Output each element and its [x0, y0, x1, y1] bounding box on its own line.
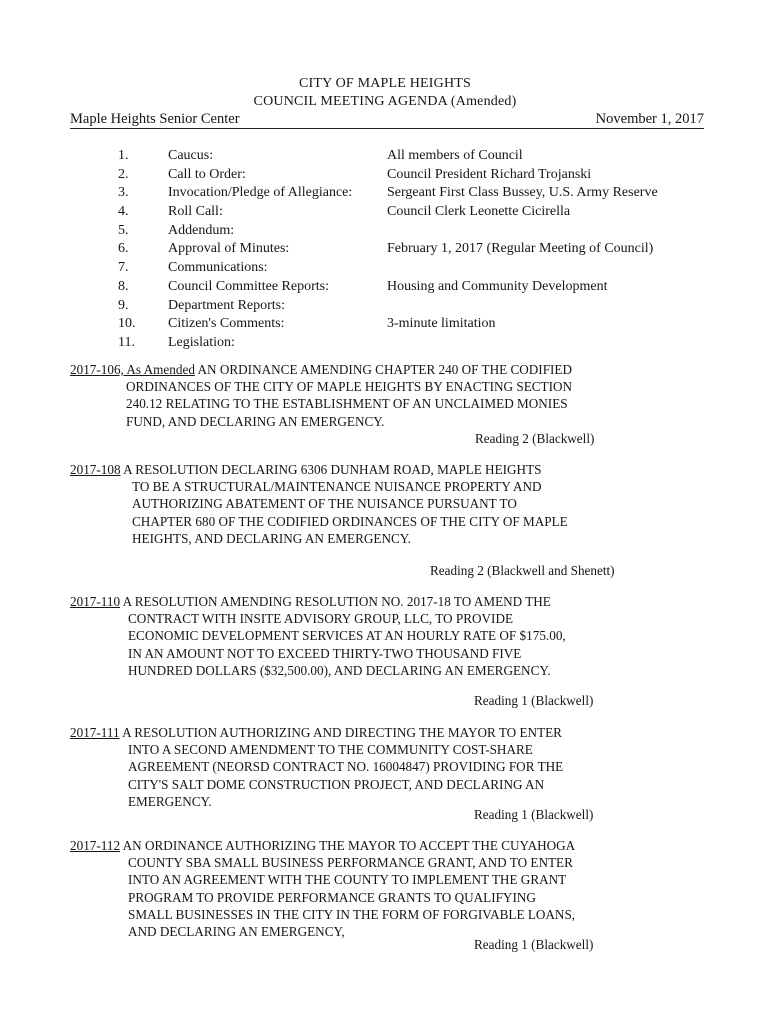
legislation-item	[70, 593, 710, 679]
legislation-first-line	[70, 461, 710, 478]
agenda-item-label: Communications:	[168, 260, 268, 276]
agenda-item-number: 7.	[118, 260, 129, 276]
agenda-item-value: 3-minute limitation	[387, 316, 496, 332]
legislation-item	[70, 461, 710, 547]
agenda-item-label: Department Reports:	[168, 297, 286, 313]
agenda-item-value: Council Clerk Leonette Cicirella	[387, 204, 571, 220]
legislation-text-rest: INTO A SECOND AMENDMENT TO THE COMMUNITY COST-SHARE AGREEMENT (NEORSD CONTRACT NO. 16004847) PROVIDING FOR THE CITY'S SALT DOME CONSTRUCTION PROJECT, AND DECLARING AN EMERGENCY.	[128, 742, 564, 809]
reading-note: Reading 1 (Blackwell)	[474, 937, 594, 952]
legislation-text-rest: CONTRACT WITH INSITE ADVISORY GROUP, LLC, TO PROVIDE ECONOMIC DEVELOPMENT SERVICES AT AN HOURLY RATE OF $175.00, IN AN AMOUNT NOT TO EXCEED THIRTY-TWO THOUSAND FIVE HUNDRED DOLLARS ($32,500.00), AND DECLARING AN EMERGENCY.	[128, 611, 566, 678]
legislation-text-rest: ORDINANCES OF THE CITY OF MAPLE HEIGHTS BY ENACTING SECTION 240.12 RELATING TO THE ESTABLISHMENT OF AN UNCLAIMED MONIES FUND, AND DECLARING AN EMERGENCY.	[126, 379, 573, 429]
legislation-item	[70, 837, 710, 940]
agenda-item	[118, 203, 718, 222]
agenda-item-number: 4.	[118, 204, 129, 220]
agenda-item-label: Legislation:	[168, 334, 235, 350]
agenda-item	[118, 315, 718, 334]
agenda-item-number: 9.	[118, 297, 129, 313]
reading-note: Reading 1 (Blackwell)	[474, 693, 594, 708]
reading-note: Reading 1 (Blackwell)	[474, 807, 594, 822]
legislation-first-line	[70, 361, 710, 378]
agenda-item-label: Caucus:	[168, 148, 214, 163]
agenda-item-number: 8.	[118, 278, 129, 294]
agenda-list	[118, 147, 718, 353]
agenda-item-value: All members of Council	[387, 148, 523, 163]
agenda-item-label: Invocation/Pledge of Allegiance:	[168, 185, 353, 201]
agenda-item	[118, 278, 718, 297]
agenda-item-value: Sergeant First Class Bussey, U.S. Army Reserve	[387, 185, 658, 201]
legislation-item	[70, 724, 710, 810]
agenda-item-label: Council Committee Reports:	[168, 278, 329, 294]
agenda-item-number: 11.	[118, 334, 135, 350]
legislation-number: 2017-110	[70, 594, 121, 609]
agenda-item-number: 6.	[118, 241, 129, 257]
legislation-text-start: A RESOLUTION AUTHORIZING AND DIRECTING THE MAYOR TO ENTER	[122, 725, 562, 740]
document-subtitle: COUNCIL MEETING AGENDA (Amended)	[253, 94, 517, 109]
legislation-first-line	[70, 837, 710, 854]
agenda-item	[118, 297, 718, 316]
agenda-item-label: Addendum:	[168, 222, 235, 238]
legislation-number: 2017-106, As Amended	[70, 362, 195, 377]
agenda-item	[118, 166, 718, 185]
agenda-item-label: Roll Call:	[168, 204, 223, 220]
agenda-item	[118, 259, 718, 278]
legislation-text-start: A RESOLUTION AMENDING RESOLUTION NO. 2017-18 TO AMEND THE	[122, 594, 551, 609]
agenda-item-value: Council President Richard Trojanski	[387, 166, 592, 182]
agenda-item-label: Approval of Minutes:	[168, 241, 290, 257]
legislation-first-line	[70, 724, 710, 741]
agenda-item-number: 10.	[118, 316, 136, 332]
legislation-number: 2017-108	[70, 462, 121, 477]
agenda-item-number: 3.	[118, 185, 129, 201]
legislation-text-rest: TO BE A STRUCTURAL/MAINTENANCE NUISANCE PROPERTY AND AUTHORIZING ABATEMENT OF THE NUISANCE PURSUANT TO CHAPTER 680 OF THE CODIFIED ORDINANCES OF THE CITY OF MAPLE HEIGHTS, AND DECLARING AN EMERGENCY.	[132, 479, 568, 546]
agenda-item-value: Housing and Community Development	[387, 278, 608, 294]
legislation-first-line	[70, 593, 710, 610]
legislation-text-rest: COUNTY SBA SMALL BUSINESS PERFORMANCE GRANT, AND TO ENTER INTO AN AGREEMENT WITH THE COUNTY TO IMPLEMENT THE GRANT PROGRAM TO PROVIDE PERFORMANCE GRANTS TO QUALIFYING SMALL BUSINESSES IN THE CITY IN THE FORM OF FORGIVABLE LOANS, AND DECLARING AN EMERGENCY,	[128, 855, 576, 940]
reading-note: Reading 2 (Blackwell)	[475, 431, 595, 446]
agenda-item	[118, 240, 718, 259]
agenda-item	[118, 147, 718, 166]
legislation-text-start: AN ORDINANCE AMENDING CHAPTER 240 OF THE CODIFIED	[197, 362, 573, 377]
legislation-number: 2017-112	[70, 838, 121, 853]
agenda-item-label: Citizen's Comments:	[168, 316, 285, 332]
meeting-location: Maple Heights Senior Center	[70, 111, 240, 127]
legislation-item	[70, 361, 710, 430]
agenda-item	[118, 334, 718, 353]
agenda-item-label: Call to Order:	[168, 166, 246, 182]
legislation-text-start: A RESOLUTION DECLARING 6306 DUNHAM ROAD, MAPLE HEIGHTS	[123, 462, 542, 477]
reading-note: Reading 2 (Blackwell and Shenett)	[430, 563, 615, 578]
agenda-item	[118, 222, 718, 241]
document-title: CITY OF MAPLE HEIGHTS	[298, 76, 472, 91]
agenda-item-value: February 1, 2017 (Regular Meeting of Council)	[387, 241, 654, 257]
header-row	[70, 110, 704, 129]
agenda-item-number: 1.	[118, 148, 129, 163]
meeting-date: November 1, 2017	[595, 111, 704, 127]
legislation-text-start: AN ORDINANCE AUTHORIZING THE MAYOR TO ACCEPT THE CUYAHOGA	[122, 838, 576, 853]
agenda-item	[118, 184, 718, 203]
legislation-number: 2017-111	[70, 725, 120, 740]
agenda-item-number: 5.	[118, 222, 129, 238]
agenda-item-number: 2.	[118, 166, 129, 182]
